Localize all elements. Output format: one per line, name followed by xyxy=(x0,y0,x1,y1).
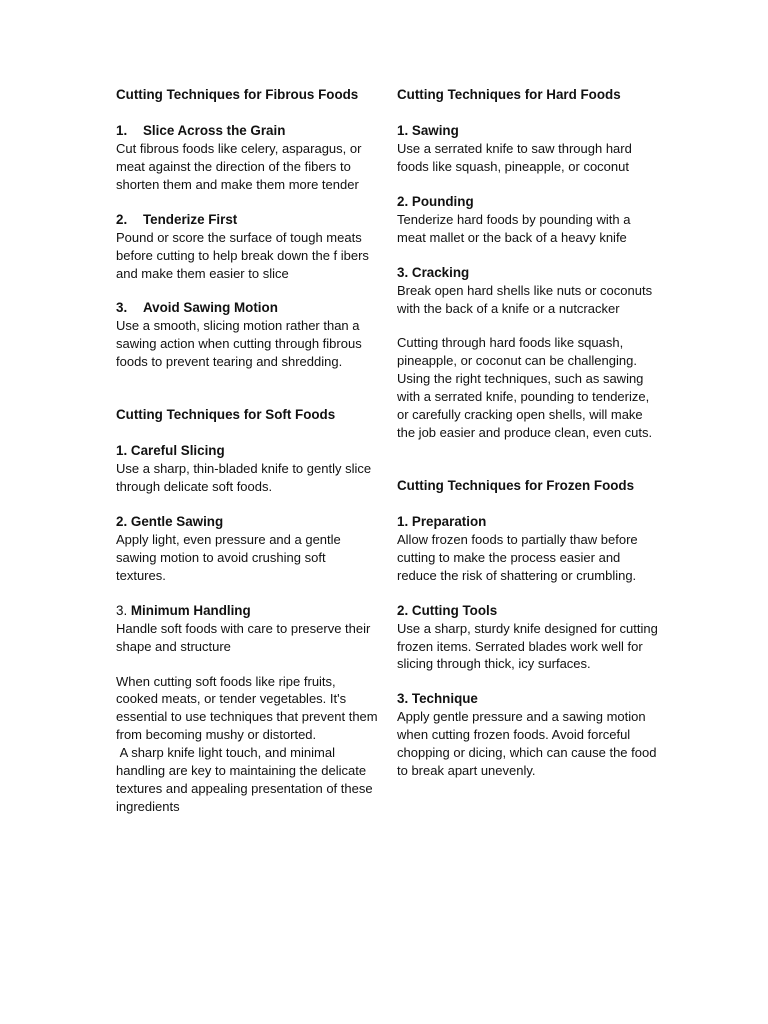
soft-summary-paragraph-1: When cutting soft foods like ripe fruits, cooked meats, or tender vegetables. It's essential to use techniques that prevent them from becoming mushy or distorted. xyxy=(116,673,378,743)
frozen-item-1 xyxy=(397,513,659,585)
fibrous-item-3-text: Use a smooth, slicing motion rather than a sawing action when cutting through fibrous foods to prevent tearing and shredding. xyxy=(116,318,362,370)
hard-item-3-heading: 3. Cracking xyxy=(397,264,470,280)
soft-item-2-text: Apply light, even pressure and a gentle sawing motion to avoid crushing soft textures. xyxy=(116,531,341,583)
fibrous-item-1-heading: 1. Slice Across the Grain xyxy=(116,123,286,138)
fibrous-item-3-heading: 3. Avoid Sawing Motion xyxy=(116,300,278,316)
soft-item-3 xyxy=(116,602,378,656)
frozen-item-1-heading: 1. Preparation xyxy=(397,513,487,529)
soft-item-3-heading: 3. Minimum Handling xyxy=(116,602,251,618)
fibrous-item-3 xyxy=(116,299,378,371)
fibrous-section-title: Cutting Techniques for Fibrous Foods xyxy=(116,87,359,102)
soft-section-title: Cutting Techniques for Soft Foods xyxy=(116,407,336,423)
soft-foods-section xyxy=(116,406,378,816)
hard-item-2-text: Tenderize hard foods by pounding with a meat mallet or the back of a heavy knife xyxy=(397,211,631,245)
frozen-item-1-text: Allow frozen foods to partially thaw before cutting to make the process easier and reduce the risk of shattering or crumbling. xyxy=(397,531,638,583)
frozen-item-2-text: Use a sharp, sturdy knife designed for cutting frozen items. Serrated blades work well for slicing through thick, icy surfaces. xyxy=(397,620,658,672)
fibrous-foods-section xyxy=(116,86,378,371)
frozen-item-2-heading: 2. Cutting Tools xyxy=(397,602,498,618)
soft-item-1-heading: 1. Careful Slicing xyxy=(116,443,225,459)
hard-section-title: Cutting Techniques for Hard Foods xyxy=(397,87,621,102)
soft-item-2 xyxy=(116,513,378,585)
hard-item-1-text: Use a serrated knife to saw through hard foods like squash, pineapple, or coconut xyxy=(397,141,632,174)
hard-item-2 xyxy=(397,193,659,247)
hard-summary-paragraph: Cutting through hard foods like squash, pineapple, or coconut can be challenging. Using the right techniques, such as sawing with a serrated knife, pounding to tenderize, or carefully cracking open shells, will make the job easier and produce clean, even cuts. xyxy=(397,335,653,440)
fibrous-item-2-heading: 2. Tenderize First xyxy=(116,211,238,227)
hard-item-2-heading: 2. Pounding xyxy=(397,193,474,209)
frozen-item-2 xyxy=(397,602,659,674)
right-column xyxy=(397,86,659,780)
frozen-item-3-text: Apply gentle pressure and a sawing motion when cutting frozen foods. Avoid forceful chopping or dicing, which can cause the food to break apart unevenly. xyxy=(397,709,657,779)
frozen-foods-section xyxy=(397,477,659,780)
soft-summary-paragraph-2: A sharp knife light touch, and minimal handling are key to maintaining the delicate textures and appealing presentation of these ingredients xyxy=(116,745,373,814)
hard-item-1 xyxy=(397,122,659,176)
soft-item-1-text: Use a sharp, thin-bladed knife to gently slice through delicate soft foods. xyxy=(116,461,372,495)
hard-foods-section xyxy=(397,86,659,442)
hard-item-1-heading: 1. Sawing xyxy=(397,123,459,138)
left-column xyxy=(116,86,378,816)
hard-item-3-text: Break open hard shells like nuts or coconuts with the back of a knife or a nutcracker xyxy=(397,282,653,316)
fibrous-item-2 xyxy=(116,211,378,283)
fibrous-item-2-text: Pound or score the surface of tough meats before cutting to help break down the f ibers and make them easier to slice xyxy=(116,229,369,281)
fibrous-item-1 xyxy=(116,122,378,194)
soft-item-2-heading: 2. Gentle Sawing xyxy=(116,513,224,529)
soft-item-3-text: Handle soft foods with care to preserve their shape and structure xyxy=(116,620,371,654)
fibrous-item-1-text: Cut fibrous foods like celery, asparagus, or meat against the direction of the fibers to shorten them and make them more tender xyxy=(116,141,362,192)
frozen-section-title: Cutting Techniques for Frozen Foods xyxy=(397,477,635,493)
frozen-item-3 xyxy=(397,690,659,780)
frozen-item-3-heading: 3. Technique xyxy=(397,691,478,707)
hard-item-3 xyxy=(397,264,659,318)
soft-item-1 xyxy=(116,442,378,496)
